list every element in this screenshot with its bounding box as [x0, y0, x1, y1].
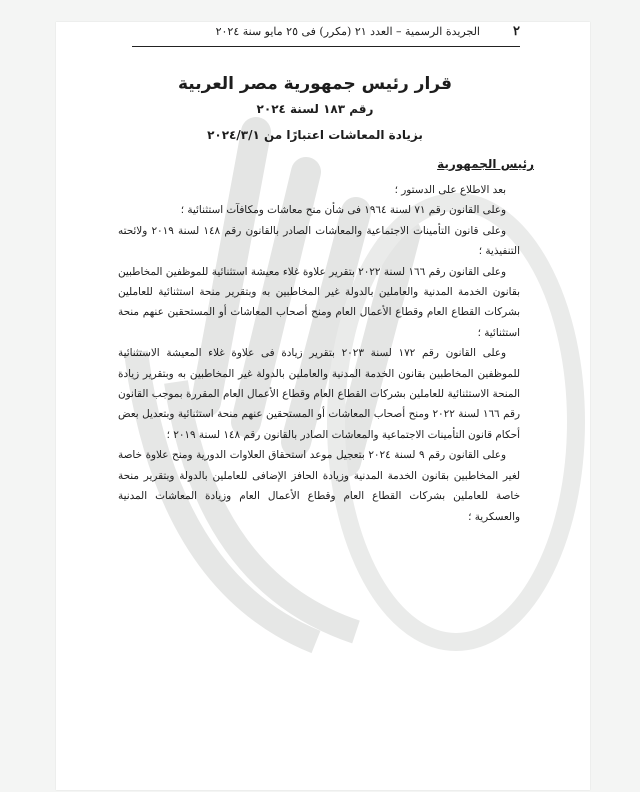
running-header	[130, 22, 520, 42]
page-number: ٢	[513, 24, 520, 39]
preamble-paragraph: وعلى القانون رقم ١٦٦ لسنة ٢٠٢٢ بتقرير علاوة غلاء معيشة استثنائية للموظفين المخاطبين بقانون الخدمة المدنية والعاملين بالدولة غير المخاطبين به وبتقرير منحة استثنائية للعاملين بشركات القطاع العام وقطاع الأعمال العام ومنح أصحاب المعاشات أو المستحقين عنهم منحة استثنائية ؛	[118, 265, 520, 339]
decree-body	[118, 180, 520, 527]
preamble-paragraph: وعلى قانون التأمينات الاجتماعية والمعاشات الصادر بالقانون رقم ١٤٨ لسنة ٢٠١٩ ولائحته التنفيذية ؛	[118, 224, 520, 258]
preamble-paragraph: بعد الاطلاع على الدستور ؛	[394, 184, 506, 196]
running-title: الجريدة الرسمية – العدد ٢١ (مكرر) فى ٢٥ مايو سنة ٢٠٢٤	[215, 25, 480, 38]
decree-title: قرار رئيس جمهورية مصر العربية	[177, 74, 452, 94]
decree-subject: بزيادة المعاشات اعتبارًا من ٢٠٢٤/٣/١	[207, 128, 423, 142]
preamble-paragraph: وعلى القانون رقم ٩ لسنة ٢٠٢٤ بتعجيل موعد استحقاق العلاوات الدورية ومنح علاوة خاصة لغير المخاطبين بقانون الخدمة المدنية وزيادة الحافز الإضافى للعاملين بالدولة وبتقرير منحة خاصة للعاملين بشركات القطاع العام وقطاع الأعمال العام وزيادة المعاشات المدنية والعسكرية ؛	[118, 449, 520, 523]
preamble-paragraph: وعلى القانون رقم ١٧٢ لسنة ٢٠٢٣ بتقرير زيادة فى علاوة غلاء المعيشة الاستثنائية للموظفين المخاطبين بقانون الخدمة المدنية والعاملين بالدولة غير المخاطبين به وبتقرير زيادة المنحة الاستثنائية للعاملين بشركات القطاع العام وقطاع الأعمال العام المقررة بموجب القانون رقم ١٦٦ لسنة ٢٠٢٢ ومنح أصحاب المعاشات أو المستحقين عنهم منحة استثنائية وبتعديل بعض أحكام قانون التأمينات الاجتماعية والمعاشات الصادر بالقانون رقم ١٤٨ لسنة ٢٠١٩ ؛	[118, 347, 521, 441]
decree-number: رقم ١٨٣ لسنة ٢٠٢٤	[256, 102, 374, 116]
header-divider	[132, 46, 520, 47]
preamble-paragraph: وعلى القانون رقم ٧١ لسنة ١٩٦٤ فى شأن منح معاشات ومكافآت استثنائية ؛	[180, 204, 506, 217]
section-heading: رئيس الجمهورية	[437, 157, 534, 171]
